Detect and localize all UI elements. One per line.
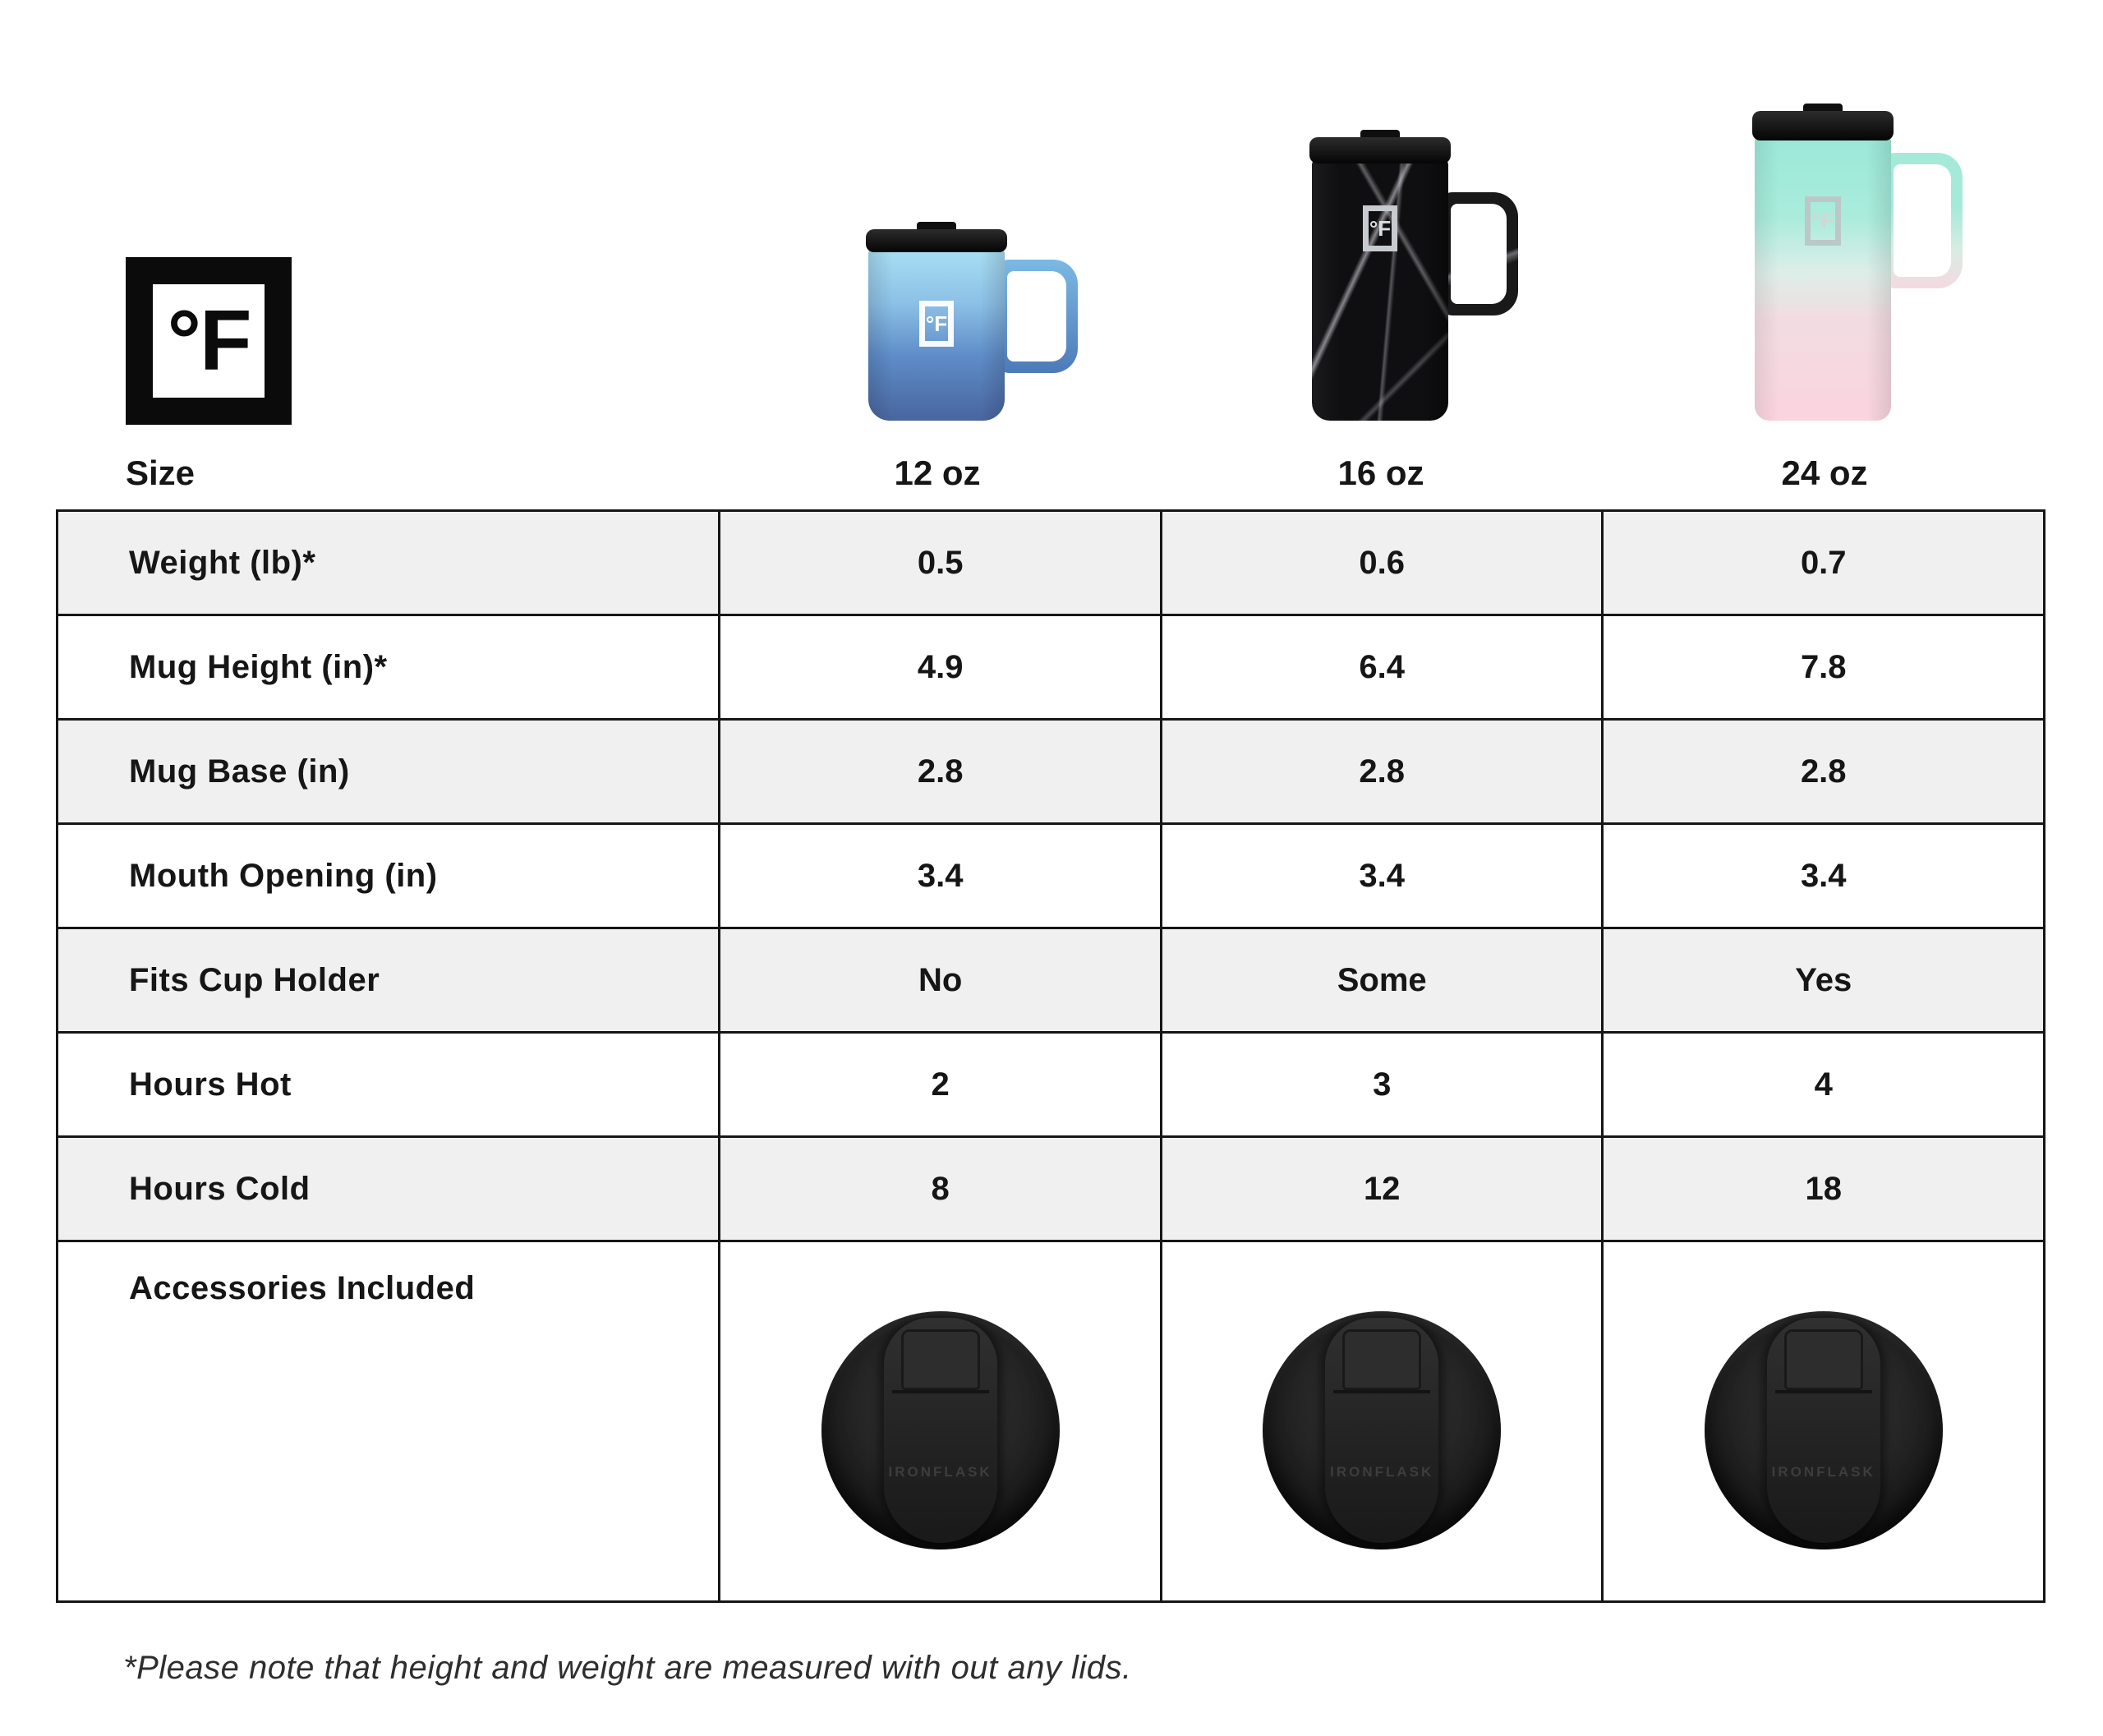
cell-value: Some	[1160, 929, 1602, 1031]
cell-value: 3.4	[1160, 825, 1602, 927]
table-row-accessories	[58, 1242, 2043, 1600]
row-label: Mug Base (in)	[129, 753, 350, 790]
column-header-24oz: 24 oz	[1781, 454, 1868, 492]
table-row-hours-cold	[58, 1138, 2043, 1242]
cell-value: 2	[718, 1034, 1160, 1135]
cell-value: 4.9	[718, 616, 1160, 718]
mug-logo-text: °F	[1811, 208, 1834, 233]
mug-handle	[996, 260, 1078, 373]
cell-value	[1160, 1242, 1602, 1600]
mug-lid-icon	[1263, 1311, 1501, 1550]
brand-logo	[126, 257, 292, 425]
table-row-hours-hot	[58, 1034, 2043, 1138]
table-row-cupholder	[58, 929, 2043, 1034]
cell-value: 2.8	[1160, 721, 1602, 822]
cell-value: 2.8	[1601, 721, 2043, 822]
cell-value: 0.7	[1601, 512, 2043, 614]
mug-body	[868, 249, 1005, 421]
cell-value: 0.6	[1160, 512, 1602, 614]
cell-value: No	[718, 929, 1160, 1031]
mug-image-24oz	[1752, 104, 2007, 421]
brand-logo-text: °F	[167, 293, 251, 389]
mug-handle	[1882, 153, 1963, 288]
lid-flip-tab	[1342, 1329, 1421, 1390]
lid-flip-tab	[901, 1329, 980, 1390]
footnote: *Please note that height and weight are measured with out any lids.	[123, 1650, 1132, 1686]
mug-logo-text: °F	[1369, 216, 1392, 241]
lid-embossed-text: IRONFLASK	[1771, 1464, 1875, 1480]
cell-value: 12	[1160, 1138, 1602, 1240]
mug-lid	[1309, 137, 1451, 163]
table-row-mouth	[58, 825, 2043, 929]
cell-value: Yes	[1601, 929, 2043, 1031]
row-label: Hours Cold	[129, 1170, 311, 1207]
lid-seam	[1775, 1390, 1872, 1393]
cell-value: 3	[1160, 1034, 1602, 1135]
mug-body	[1755, 137, 1891, 421]
row-label: Mug Height (in)*	[129, 648, 388, 685]
cell-value: 2.8	[718, 721, 1160, 822]
cell-value: 6.4	[1160, 616, 1602, 718]
mug-lid-icon	[1705, 1311, 1943, 1550]
table-row-height	[58, 616, 2043, 721]
column-header-16oz: 16 oz	[1337, 454, 1424, 492]
mug-lid	[1752, 111, 1894, 140]
mug-lid	[866, 229, 1007, 252]
mug-logo	[1363, 205, 1397, 251]
mug-logo	[1805, 196, 1841, 246]
lid-embossed-text: IRONFLASK	[888, 1464, 992, 1480]
lid-flip-tab	[1784, 1329, 1863, 1390]
row-label: Mouth Opening (in)	[129, 857, 438, 894]
cell-value	[718, 1242, 1160, 1600]
row-label: Weight (lb)*	[129, 544, 316, 581]
cell-value: 3.4	[718, 825, 1160, 927]
cell-value: 4	[1601, 1034, 2043, 1135]
size-heading: Size	[126, 454, 196, 492]
table-row-base	[58, 721, 2043, 825]
table-row-weight	[58, 512, 2043, 616]
cell-value: 3.4	[1601, 825, 2043, 927]
mug-logo	[919, 301, 954, 347]
cell-value: 18	[1601, 1138, 2043, 1240]
cell-value: 8	[718, 1138, 1160, 1240]
row-label: Hours Hot	[129, 1066, 292, 1103]
mug-lid-icon	[821, 1311, 1060, 1550]
spec-table	[56, 509, 2045, 1603]
cell-value: 7.8	[1601, 616, 2043, 718]
lid-seam	[1333, 1390, 1430, 1393]
mug-handle	[1439, 192, 1518, 315]
cell-value: 0.5	[718, 512, 1160, 614]
mug-body	[1312, 160, 1448, 421]
lid-seam	[892, 1390, 989, 1393]
row-label: Accessories Included	[129, 1270, 476, 1306]
row-label: Fits Cup Holder	[129, 961, 380, 998]
mug-image-16oz	[1309, 130, 1564, 421]
lid-embossed-text: IRONFLASK	[1330, 1464, 1434, 1480]
mug-image-12oz	[866, 222, 1121, 421]
cell-value	[1601, 1242, 2043, 1600]
column-header-12oz: 12 oz	[894, 454, 981, 492]
mug-logo-text: °F	[925, 311, 948, 336]
